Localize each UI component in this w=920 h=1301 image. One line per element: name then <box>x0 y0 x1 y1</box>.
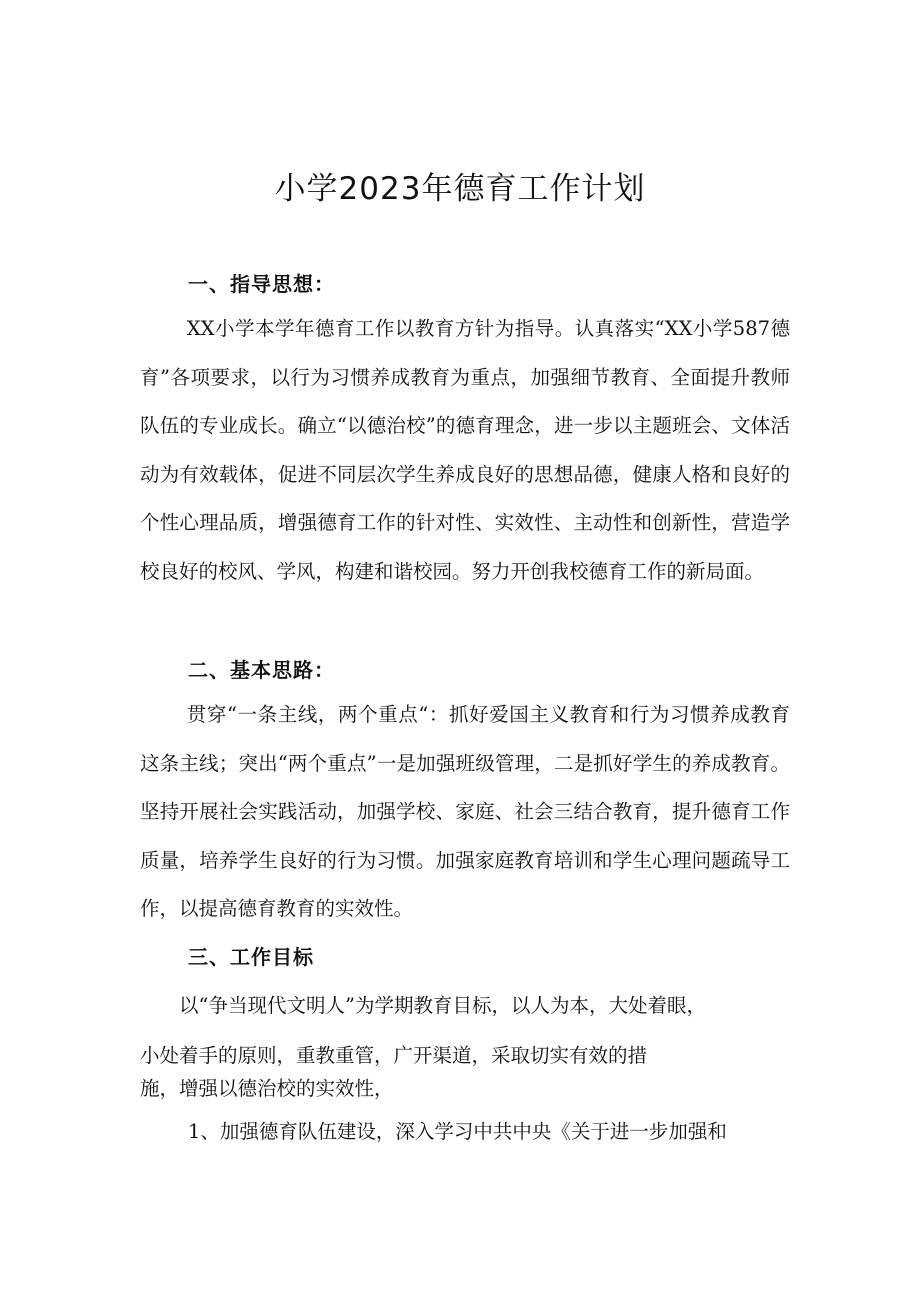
section-heading-basic-approach: 二、基本思路： <box>188 658 335 682</box>
work-goals-line: 小处着手的原则，重教重管，广开渠道，采取切实有效的措 <box>140 1044 648 1067</box>
section-paragraph-basic-approach: 贯穿“一条主线，两个重点“：抓好爱国主义教育和行为习惯养成教育这条主线；突出“两个重点”一是加强班级管理，二是抓好学生的养成教育。坚持开展社会实践活动，加强学校、家庭、社会三结合教育，提升德育工作质量，培养学生良好的行为习惯。加强家庭教育培训和学生心理问题疏导工作，以提高德育教育的实效性。 <box>140 703 790 920</box>
section-heading-work-goals: 三、工作目标 <box>188 945 314 969</box>
work-goals-line: 以“争当现代文明人”为学期教育目标，以人为本，大处着眼， <box>140 994 706 1017</box>
work-goals-line: 施，增强以德治校的实效性， <box>140 1077 394 1100</box>
section-heading-guiding-ideology: 一、指导思想： <box>188 272 335 296</box>
section-paragraph-guiding-ideology: XX小学本学年德育工作以教育方针为指导。认真落实“XX小学587德育”各项要求，以行为习惯养成教育为重点，加强细节教育、全面提升教师队伍的专业成长。确立“以德治校”的德育理念，进一步以主题班会、文体活动为有效载体，促进不同层次学生养成良好的思想品德，健康人格和良好的个性心理品质，增强德育工作的针对性、实效性、主动性和创新性，营造学校良好的校风、学风，构建和谐校园。努力开创我校德育工作的新局面。 <box>140 317 790 583</box>
list-item-1: 1、加强德育队伍建设，深入学习中共中央《关于进一步加强和 <box>188 1120 727 1143</box>
document-title: 小学2023年德育工作计划 <box>274 171 646 207</box>
